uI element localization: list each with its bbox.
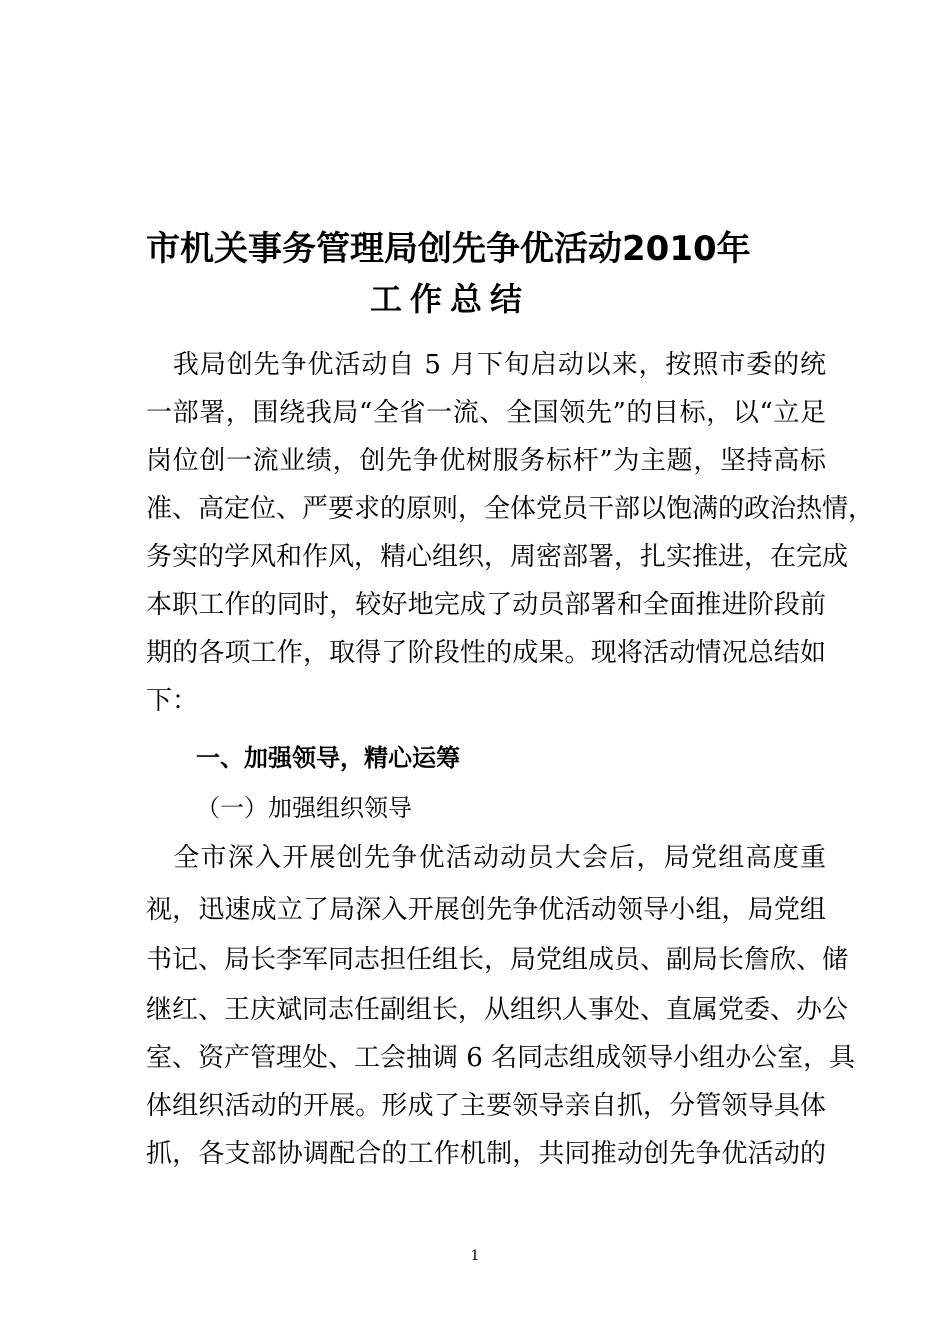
paragraph-1-line-5: 务实的学风和作风，精心组织，周密部署，扎实推进，在完成 <box>146 542 849 572</box>
paragraph-1-line-6: 本职工作的同时，较好地完成了动员部署和全面推进阶段前 <box>146 590 826 620</box>
paragraph-2-line-4: 继红、王庆斌同志任副组长，从组织人事处、直属党委、办公 <box>146 995 849 1025</box>
paragraph-1-line-7: 期的各项工作，取得了阶段性的成果。现将活动情况总结如 <box>146 638 826 668</box>
paragraph-1-line-4: 准、高定位、严要求的原则，全体党员干部以饱满的政治热情， <box>146 494 875 524</box>
subsection-1-heading: （一）加强组织领导 <box>196 794 412 822</box>
paragraph-2-line-5: 室、资产管理处、工会抽调 6 名同志组成领导小组办公室，具 <box>146 1043 856 1073</box>
section-1-heading: 一、加强领导，精心运筹 <box>196 744 460 772</box>
document-title-line-1: 市机关事务管理局创先争优活动2010年 <box>146 229 751 269</box>
paragraph-2-line-1: 全市深入开展创先争优活动动员大会后，局党组高度重 <box>146 843 826 873</box>
paragraph-1-line-8: 下： <box>146 686 199 716</box>
paragraph-2-line-6: 体组织活动的开展。形成了主要领导亲自抓，分管领导具体 <box>146 1091 826 1121</box>
document-title-line-2: 工作总结 <box>370 280 531 318</box>
paragraph-2-line-2: 视，迅速成立了局深入开展创先争优活动领导小组，局党组 <box>146 895 826 925</box>
page-number: 1 <box>470 1248 480 1264</box>
paragraph-2-line-7: 抓，各支部协调配合的工作机制，共同推动创先争优活动的 <box>146 1139 826 1169</box>
paragraph-2-line-3: 书记、局长李军同志担任组长，局党组成员、副局长詹欣、储 <box>146 945 849 975</box>
paragraph-1-line-2: 一部署，围绕我局“全省一流、全国领先”的目标，以“立足 <box>146 398 826 428</box>
paragraph-1-line-3: 岗位创一流业绩，创先争优树服务标杆”为主题，坚持高标 <box>146 446 826 476</box>
paragraph-1-line-1: 我局创先争优活动自 5 月下旬启动以来，按照市委的统 <box>146 350 826 380</box>
